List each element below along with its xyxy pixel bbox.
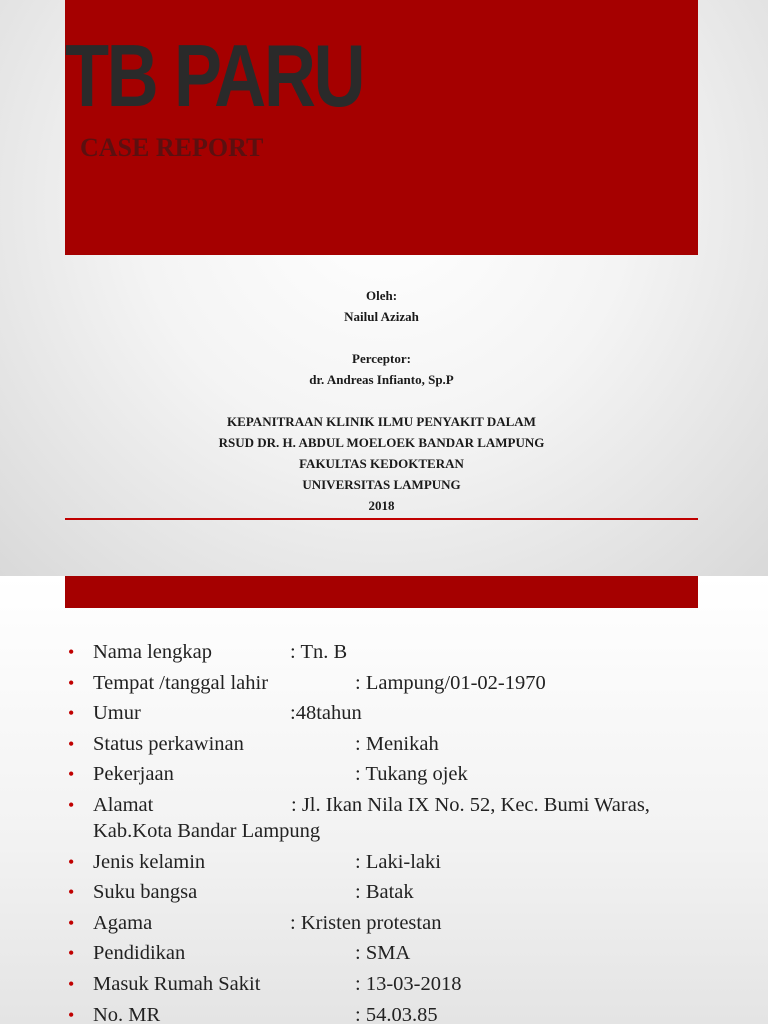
credit-line: Perceptor: (352, 351, 411, 366)
credit-line (65, 327, 698, 348)
list-item (68, 792, 748, 844)
credit-line: RSUD DR. H. ABDUL MOELOEK BANDAR LAMPUNG (218, 435, 545, 450)
credit-line: dr. Andreas Infianto, Sp.P (309, 372, 454, 387)
item-label: No. MR (93, 1003, 161, 1024)
item-value: : Menikah (355, 732, 439, 755)
item-label: Umur (93, 702, 141, 725)
bullet-icon: • (68, 703, 75, 724)
bullet-icon: • (68, 912, 75, 933)
credit-line: Oleh: (365, 288, 398, 303)
item-label: Masuk Rumah Sakit (93, 972, 261, 995)
item-value: : Jl. Ikan Nila IX No. 52, Kec. Bumi Waras, (291, 793, 650, 816)
item-value: : Batak (355, 881, 414, 904)
item-label: Suku bangsa (93, 881, 198, 904)
item-value: : 13-03-2018 (355, 972, 462, 995)
list-item (68, 761, 748, 787)
credit-line (65, 390, 698, 411)
slide-subtitle: CASE REPORT (80, 133, 264, 162)
list-item (68, 940, 748, 966)
bullet-icon: • (68, 882, 75, 903)
list-item (68, 849, 748, 875)
slide-title: TB PARU (65, 26, 364, 125)
bullet-icon: • (68, 1004, 75, 1024)
item-value: : Laki-laki (355, 850, 441, 873)
bullet-icon: • (68, 943, 75, 964)
list-item (68, 971, 748, 997)
header-banner (65, 576, 698, 608)
item-label: Alamat (93, 793, 154, 816)
credits-block (65, 285, 698, 516)
list-item (68, 731, 748, 757)
credit-line: UNIVERSITAS LAMPUNG (302, 477, 461, 492)
bullet-icon: • (68, 973, 75, 994)
credit-line: FAKULTAS KEDOKTERAN (299, 456, 464, 471)
item-value-continuation: Kab.Kota Bandar Lampung (93, 819, 321, 842)
bullet-icon: • (68, 794, 75, 815)
list-item (68, 1002, 748, 1024)
item-value: :48tahun (290, 702, 362, 725)
credit-line: 2018 (368, 498, 395, 513)
list-item (68, 639, 748, 665)
patient-identity-list (68, 639, 748, 1024)
bullet-icon: • (68, 733, 75, 754)
list-item (68, 700, 748, 726)
item-label: Pendidikan (93, 942, 186, 965)
item-value: : 54.03.85 (355, 1003, 438, 1024)
item-label: Status perkawinan (93, 732, 244, 755)
item-label: Tempat /tanggal lahir (93, 671, 269, 694)
item-value: : Tn. B (290, 641, 348, 663)
item-value: : Tukang ojek (355, 763, 468, 786)
item-value: : Kristen protestan (290, 911, 442, 934)
item-label: Pekerjaan (93, 763, 174, 786)
list-item (68, 879, 748, 905)
item-label: Jenis kelamin (93, 850, 206, 873)
bullet-icon: • (68, 672, 75, 693)
identity-slide (0, 576, 768, 1024)
item-value: : SMA (355, 942, 411, 965)
list-item (68, 670, 748, 696)
list-item (68, 910, 748, 936)
credit-line: Nailul Azizah (344, 309, 419, 324)
credit-line: KEPANITRAAN KLINIK ILMU PENYAKIT DALAM (227, 414, 536, 429)
bullet-icon: • (68, 642, 75, 662)
item-label: Agama (93, 911, 153, 934)
item-value: : Lampung/01-02-1970 (355, 671, 546, 694)
divider-line (65, 518, 698, 520)
item-label: Nama lengkap (93, 641, 212, 663)
bullet-icon: • (68, 764, 75, 785)
bullet-icon: • (68, 851, 75, 872)
